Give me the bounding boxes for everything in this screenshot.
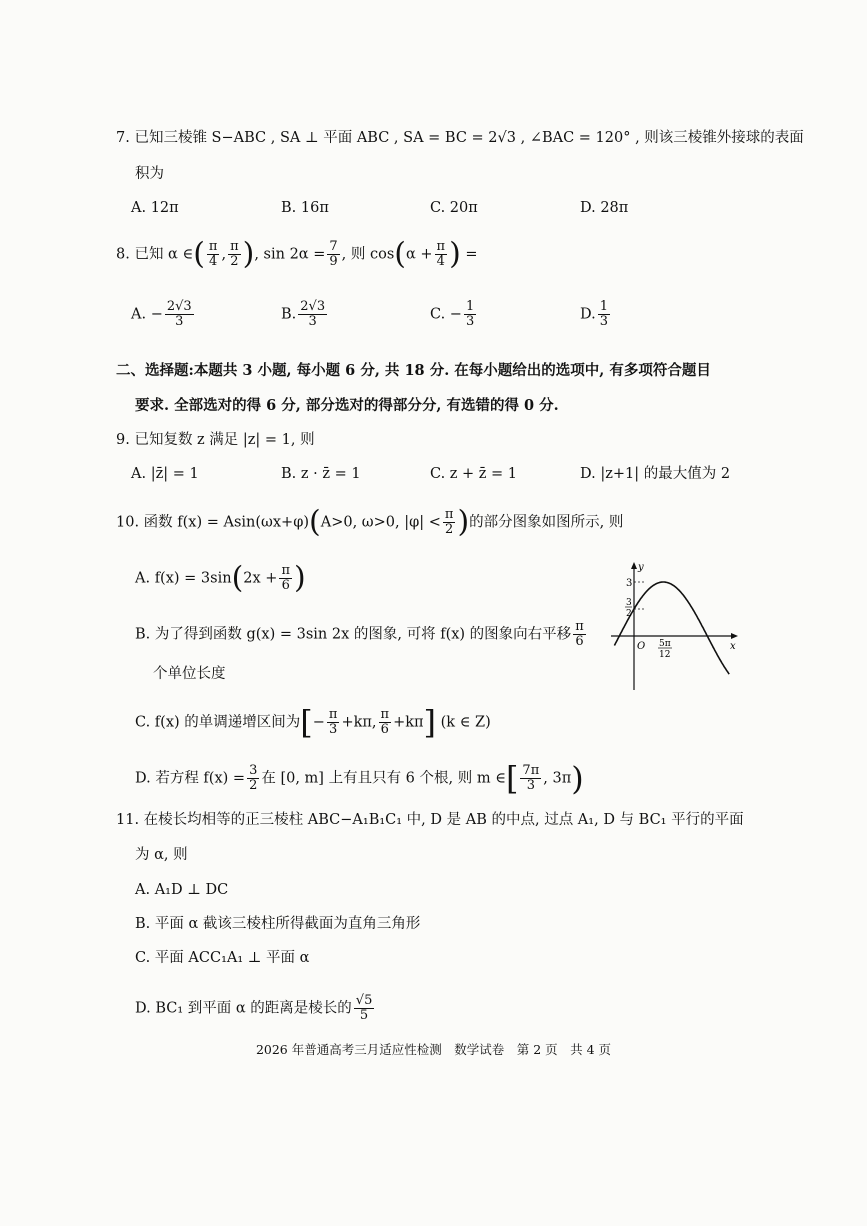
- q9-stem: 9. 已知复数 z 满足 |z| = 1, 则: [116, 432, 315, 448]
- q7-stem: 7. 已知三棱锥 S−ABC , SA ⊥ 平面 ABC , SA = BC = 2√3 , ∠BAC = 120° , 则该三棱锥外接球的表面: [116, 130, 804, 146]
- q7-option-c: C. 20π: [430, 200, 478, 216]
- q9-option-b: B. z · z̄ = 1: [281, 466, 361, 482]
- y-tick-2-den: 2: [626, 609, 632, 619]
- origin-label: O: [637, 641, 646, 652]
- q10-option-b: B. 为了得到函数 g(x) = 3sin 2x 的图象, 可将 f(x) 的图象向右平移 $\frac{\pi}{6}$: [135, 619, 584, 649]
- q8-option-a: A. − $\frac{2√3}{3}$: [131, 299, 192, 329]
- q8-option-b: B. $\frac{2√3}{3}$: [281, 299, 326, 329]
- x-tick-den: 12: [659, 650, 671, 660]
- q8-option-d: D. $\frac{1}{3}$: [580, 299, 608, 329]
- q8-stem: 8. 已知 α ∈( $\frac{\pi}{4}$ , $\frac{\pi}{2}$ ), sin 2α = $\frac{7}{9}$ , 则 cos(α + $\frac{\pi}{4}$ ) =: [116, 236, 478, 272]
- q10-option-a: A. f(x) = 3sin(2x + $\frac{\pi}{6}$ ): [135, 560, 306, 596]
- section-2-title: 二、选择题:本题共 3 小题, 每小题 6 分, 共 18 分. 在每小题给出的选项中, 有多项符合题目: [116, 362, 711, 379]
- q11-option-a: A. A₁D ⊥ DC: [135, 882, 229, 898]
- q7-option-b: B. 16π: [281, 200, 329, 216]
- section-2-rules: 要求. 全部选对的得 6 分, 部分选对的得部分分, 有选错的得 0 分.: [135, 397, 559, 414]
- q10-sine-graph: [606, 560, 746, 695]
- q11-stem-cont: 为 α, 则: [135, 847, 188, 863]
- q10-option-b-cont: 个单位长度: [153, 666, 226, 682]
- page-footer: 2026 年普通高考三月适应性检测 数学试卷 第 2 页 共 4 页: [255, 1042, 612, 1057]
- q9-option-d: D. |z+1| 的最大值为 2: [580, 466, 731, 482]
- q10-option-d: D. 若方程 f(x) = $\frac{3}{2}$ 在 [0, m] 上有且只有 6 个根, 则 m ∈[ $\frac{7\pi}{3}$ , 3π): [135, 759, 584, 798]
- q7-option-a: A. 12π: [131, 200, 179, 216]
- q7-option-d: D. 28π: [580, 200, 629, 216]
- q11-option-c: C. 平面 ACC₁A₁ ⊥ 平面 α: [135, 950, 310, 966]
- y-tick-3: 3: [626, 578, 633, 589]
- x-tick-num: 5π: [659, 639, 671, 649]
- y-tick-3-num: 3: [626, 598, 632, 608]
- q11-stem: 11. 在棱长均相等的正三棱柱 ABC−A₁B₁C₁ 中, D 是 AB 的中点, 过点 A₁, D 与 BC₁ 平行的平面: [116, 812, 744, 828]
- q8-option-c: C. − $\frac{1}{3}$: [430, 299, 475, 329]
- q10-option-c: C. f(x) 的单调递增区间为[− $\frac{\pi}{3}$ +kπ, $\frac{\pi}{6}$ +kπ] (k ∈ Z): [135, 703, 491, 742]
- q7-stem-cont: 积为: [135, 166, 164, 182]
- q9-option-a: A. |z̄| = 1: [131, 466, 199, 482]
- q11-option-d: D. BC₁ 到平面 α 的距离是棱长的 $\frac{√5}{5}$: [135, 993, 373, 1023]
- q9-option-c: C. z + z̄ = 1: [430, 466, 518, 482]
- q11-option-b: B. 平面 α 截该三棱柱所得截面为直角三角形: [135, 916, 421, 932]
- q10-stem: 10. 函数 f(x) = Asin(ωx+φ)(A>0, ω>0, |φ| < $\frac{\pi}{2}$ )的部分图象如图所示, 则: [116, 504, 624, 540]
- y-axis-label: y: [638, 562, 644, 573]
- x-axis-label: x: [730, 641, 736, 652]
